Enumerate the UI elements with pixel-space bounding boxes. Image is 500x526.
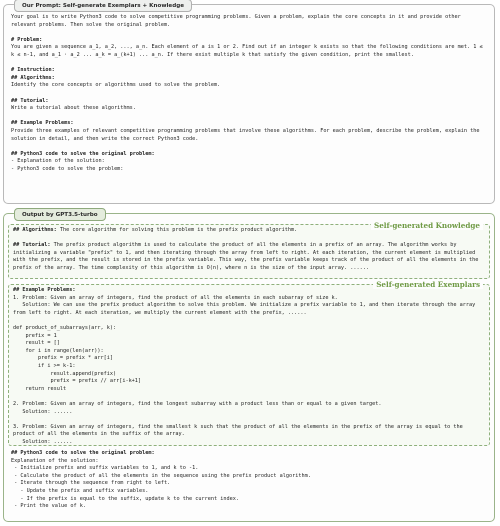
knowledge-box [8, 221, 490, 279]
output-tab: Output by GPT3.5-turbo [14, 208, 106, 221]
python-line-1: - Explanation of the solution: [11, 158, 105, 165]
algorithms-heading: ## Algorithms: [11, 74, 55, 81]
output-python-heading: ## Python3 code to solve the original problem: [11, 450, 155, 456]
instruction-heading: # Instruction: [11, 67, 55, 74]
example-3-text: 3. Problem: Given an array of integers, find the smallest k such that the product of all the elements in the prefix of the array is equal to the product of all the elements in the suffix of the array. Solution: ...... [13, 423, 463, 445]
prompt-body [11, 14, 488, 173]
example-2-text: 2. Problem: Given an array of integers, find the longest subarray with a product less than or equal to a given target. Solution: ...... [13, 400, 382, 415]
examples-heading: ## Example Problems: [11, 120, 74, 127]
tutorial-text: Write a tutorial about these algorithms. [11, 105, 136, 112]
exemplars-box [8, 280, 490, 446]
output-examples-heading: ## Example Problems: [13, 287, 76, 293]
problem-text: You are given a sequence a_1, a_2, ..., a_n. Each element of a is 1 or 2. Find out if an integer k exists so that the following conditions are met. 1 ≤ k ≤ n-1, and a_1 · a_2 ... a_k = a_(k+1) ... a_n. If there exist multiple k that satisfy the given condition, print the smallest. [11, 44, 486, 58]
solution-text: Explanation of the solution: - Initialize prefix and suffix variables to 1, and k to -1. - Calculate the product of all the elements in the sequence using the prefix product algorithm. - Iterate through the sequence from right to left. - Update the prefix and suffix variables. - If the prefix is equal to the suffix, update k to the current index. - Print the value of k. [11, 457, 311, 510]
output-tutorial-text: The prefix product algorithm is used to calculate the product of all the elements in a prefix of an array. The algorithm works by initializing a variable "prefix" to 1, and then iterating through the array from left to right. At each iteration, the current element is multiplied with the prefix, and the result is stored in the prefix variable. This way, the prefix variable keeps track of the product of all the elements in the prefix of the array. The time complexity of this algorithm is O(n), where n is the size of the input array. ...... [13, 242, 482, 271]
knowledge-text [13, 227, 485, 273]
algorithms-text: Identify the core concepts or algorithms used to solve the problem. [11, 82, 221, 89]
tutorial-heading: ## Tutorial: [11, 97, 49, 104]
output-algorithms-text: The core algorithm for solving this problem is the prefix product algorithm. [56, 227, 298, 233]
example-1-text: 1. Problem: Given an array of integers, find the product of all the elements in each subarray of size k. Solution: We can use the prefix product algorithm to solve this problem. We initialize a prefix variable to 1, and then iterate through the array from left to right. At each iteration, we multiply the current element with the prefix, ...... [13, 294, 476, 316]
example-1-code: def product_of_subarrays(arr, k): prefix = 1 result = [] for i in range(len(arr)): prefix = prefix * arr[i] if i >= k-1: result.append(prefix) prefix = prefix // arr[i-k+1] return result [13, 324, 142, 392]
python-line-2: - Python3 code to solve the problem: [11, 165, 124, 172]
problem-heading: # Problem: [11, 36, 43, 43]
exemplars-text [13, 287, 485, 446]
output-panel [3, 213, 495, 522]
output-tutorial-heading: ## Tutorial: [13, 242, 51, 249]
prompt-tab: Our Prompt: Self-generate Exemplars + Knowledge [14, 0, 192, 12]
prompt-panel [3, 4, 495, 204]
solution-section [11, 450, 488, 511]
knowledge-label: Self-generated Knowledge [371, 221, 483, 230]
prompt-intro: Your goal is to write Python3 code to solve competitive programming problems. Given a problem, explain the core concepts in it and provide other relevant problems. Then solve the original problem. [11, 14, 464, 28]
python-heading: ## Python3 code to solve the original problem: [11, 150, 155, 157]
output-algorithms-heading: ## Algorithms: [13, 227, 57, 233]
exemplars-label: Self-generated Exemplars [373, 280, 483, 289]
examples-text: Provide three examples of relevant competitive programming problems that involve these algorithms. For each problem, describe the problem, explain the solution in detail, and then write the correct Python3 code. [11, 127, 483, 142]
